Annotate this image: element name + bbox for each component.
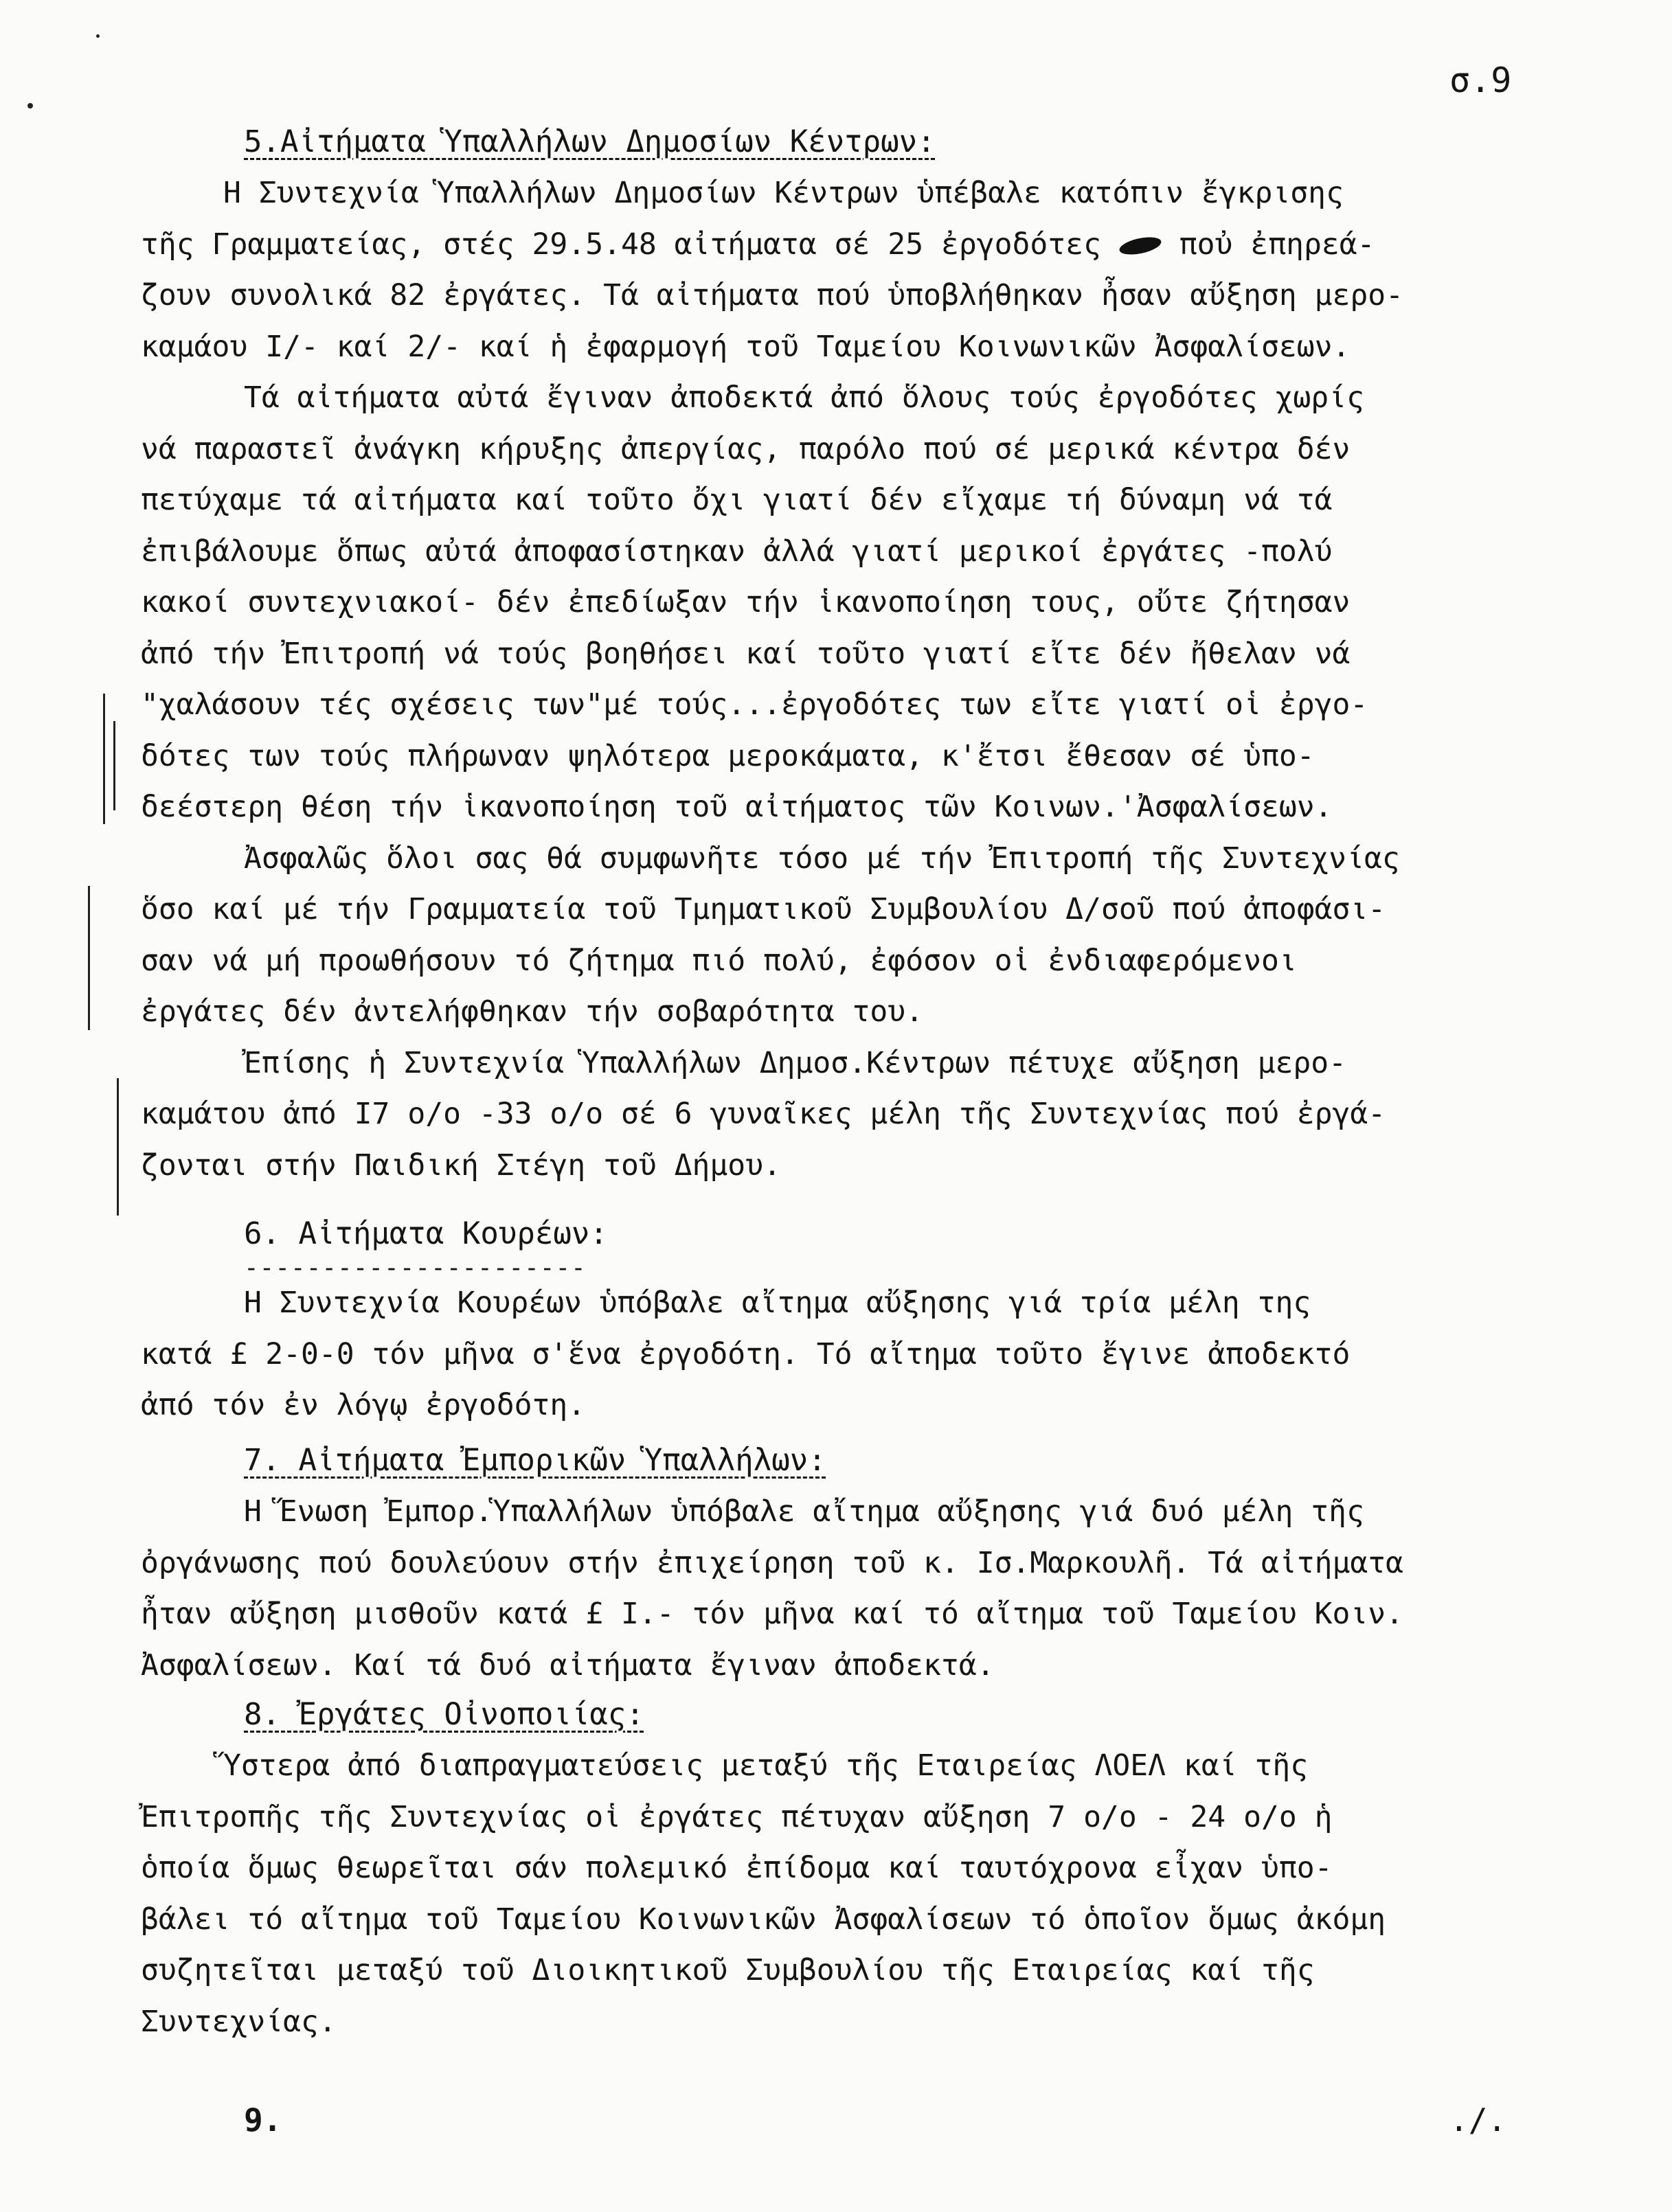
- text-line: πετύχαμε τά αἰτήματα καί τοῦτο ὄχι γιατί δέν εἴχαμε τή δύναμη νά τά: [141, 483, 1333, 517]
- section-5: [141, 117, 1618, 1191]
- text-line: σαν νά μή προωθήσουν τό ζήτημα πιό πολύ, ἐφόσον οἱ ἐνδιαφερόμενοι: [141, 943, 1297, 978]
- text-line: Η Ἕνωση Ἐμπορ.Ὑπαλλήλων ὑπόβαλε αἴτημα αὔξησης γιά δυό μέλη τῆς: [244, 1494, 1364, 1529]
- text-line: δότες των τούς πλήρωναν ψηλότερα μεροκάματα, κ'ἔτσι ἔθεσαν σέ ὑπο-: [141, 738, 1315, 773]
- text-line: ζουν συνολικά 82 ἐργάτες. Τά αἰτήματα πού ὑποβλήθηκαν ἦσαν αὔξηση μερο-: [141, 278, 1404, 312]
- text-line: ἐπιβάλουμε ὅπως αὐτά ἀποφασίστηκαν ἀλλά γιατί μερικοί ἐργάτες -πολύ: [141, 534, 1333, 569]
- section-7: [141, 1435, 1618, 1691]
- text-line: καμάου Ι/- καί 2/- καί ἡ ἐφαρμογή τοῦ Ταμείου Κοινωνικῶν Ἀσφαλίσεων.: [141, 329, 1351, 364]
- ink-speck: [96, 34, 100, 38]
- text-line: συζητεῖται μεταξύ τοῦ Διοικητικοῦ Συμβουλίου τῆς Εταιρείας καί τῆς: [141, 1953, 1315, 1987]
- text-line: κατά £ 2-0-0 τόν μῆνα σ'ἕνα ἐργοδότη. Τό αἴτημα τοῦτο ἔγινε ἀποδεκτό: [141, 1336, 1351, 1371]
- text-line: καμάτου ἀπό Ι7 ο/ο -33 ο/ο σέ 6 γυναῖκες μέλη τῆς Συντεχνίας πού ἐργά-: [141, 1097, 1386, 1131]
- text-line: ἀπό τόν ἐν λόγῳ ἐργοδότη.: [141, 1388, 586, 1422]
- ink-speck: [27, 103, 33, 109]
- margin-mark: [103, 694, 105, 824]
- text-line: ἐργάτες δέν ἀντελήφθηκαν τήν σοβαρότητα του.: [141, 994, 924, 1029]
- text-line: ὁποία ὅμως θεωρεῖται σάν πολεμικό ἐπίδομα καί ταυτόχρονα εἶχαν ὑπο-: [141, 1851, 1333, 1885]
- section-heading: 7. Αἰτήματα Ἐμπορικῶν Ὑπαλλήλων:: [244, 1443, 826, 1478]
- text-line: ἦταν αὔξηση μισθοῦν κατά £ Ι.- τόν μῆνα καί τό αἴτημα τοῦ Ταμείου Κοιν.: [141, 1597, 1404, 1631]
- margin-mark: [117, 1078, 119, 1216]
- section-heading: 8. Ἐργάτες Οἰνοποιίας:: [244, 1697, 644, 1732]
- text-line: ὅσο καί μέ τήν Γραμματεία τοῦ Τμηματικοῦ Συμβουλίου Δ/σοῦ πού ἀποφάσι-: [141, 892, 1386, 926]
- text-line: Ἐπίσης ἡ Συντεχνία Ὑπαλλήλων Δημοσ.Κέντρων πέτυχε αὔξηση μερο-: [244, 1045, 1347, 1080]
- text-line: Η Συντεχνία Κουρέων ὑπόβαλε αἴτημα αὔξησης γιά τρία μέλη της: [244, 1286, 1311, 1320]
- text-line: Ὕστερα ἀπό διαπραγματεύσεις μεταξύ τῆς Εταιρείας ΛΟΕΛ καί τῆς: [223, 1748, 1309, 1783]
- section-heading: 5.Αἰτήματα Ὑπαλλήλων Δημοσίων Κέντρων:: [244, 124, 936, 159]
- text-line: ζονται στήν Παιδική Στέγη τοῦ Δήμου.: [141, 1148, 781, 1183]
- text-line: ἀπό τήν Ἐπιτροπή νά τούς βοηθήσει καί τοῦτο γιατί εἴτε δέν ἤθελαν νά: [141, 636, 1351, 671]
- text-line: Ἐπιτροπῆς τῆς Συντεχνίας οἱ ἐργάτες πέτυχαν αὔξηση 7 ο/ο - 24 ο/ο ἡ: [141, 1799, 1333, 1834]
- text-line: βάλει τό αἴτημα τοῦ Ταμείου Κοινωνικῶν Ἀσφαλίσεων τό ὁποῖον ὅμως ἀκόμη: [141, 1902, 1386, 1937]
- text-line: Συντεχνίας.: [141, 2004, 337, 2039]
- continuation-mark: ./.: [1449, 2101, 1507, 2139]
- text-line: Ἀσφαλῶς ὅλοι σας θά συμφωνῆτε τόσο μέ τήν Ἐπιτροπή τῆς Συντεχνίας: [244, 841, 1400, 876]
- section-8: [141, 1689, 1618, 2047]
- text-line: τῆς Γραμματείας, στές 29.5.48 αἰτήματα σέ 25 ἐργοδότες ποὐ ἐπηρεά-: [141, 227, 1375, 262]
- ink-blot: [1118, 234, 1162, 258]
- section-6: [141, 1209, 1618, 1431]
- text-line: Ἀσφαλίσεων. Καί τά δυό αἰτήματα ἔγιναν ἀποδεκτά.: [141, 1647, 995, 1683]
- text-line: Η Συντεχνία Ὑπαλλήλων Δημοσίων Κέντρων ὑπέβαλε κατόπιν ἔγκρισης: [223, 176, 1344, 210]
- text-line: νά παραστεῖ ἀνάγκη κήρυξης ἀπεργίας, παρόλο πού σέ μερικά κέντρα δέν: [141, 431, 1351, 466]
- text-line: δεέστερη θέση τήν ἱκανοποίηση τοῦ αἰτήματος τῶν Κοινων.'Ἀσφαλίσεων.: [141, 790, 1333, 824]
- text-line: ὀργάνωσης πού δουλεύουν στήν ἐπιχείρηση τοῦ κ. Ισ.Μαρκουλῆ. Τά αἰτήματα: [141, 1545, 1404, 1580]
- page-number: σ.9: [1449, 60, 1512, 100]
- text-line: κακοί συντεχνιακοί- δέν ἐπεδίωξαν τήν ἱκανοποίηση τους, οὔτε ζήτησαν: [141, 585, 1351, 619]
- next-section-number: 9.: [244, 2101, 282, 2139]
- text-line: Τά αἰτήματα αὐτά ἔγιναν ἀποδεκτά ἀπό ὅλους τούς ἐργοδότες χωρίς: [244, 380, 1364, 415]
- section-heading: 6. Αἰτήματα Κουρέων:: [244, 1216, 608, 1251]
- heading-underline: ----------------------: [244, 1254, 587, 1282]
- margin-mark: [113, 721, 115, 810]
- text-line: "χαλάσουν τές σχέσεις των"μέ τούς...ἐργοδότες των εἴτε γιατί οἱ ἐργο-: [141, 687, 1368, 722]
- margin-mark: [88, 886, 90, 1030]
